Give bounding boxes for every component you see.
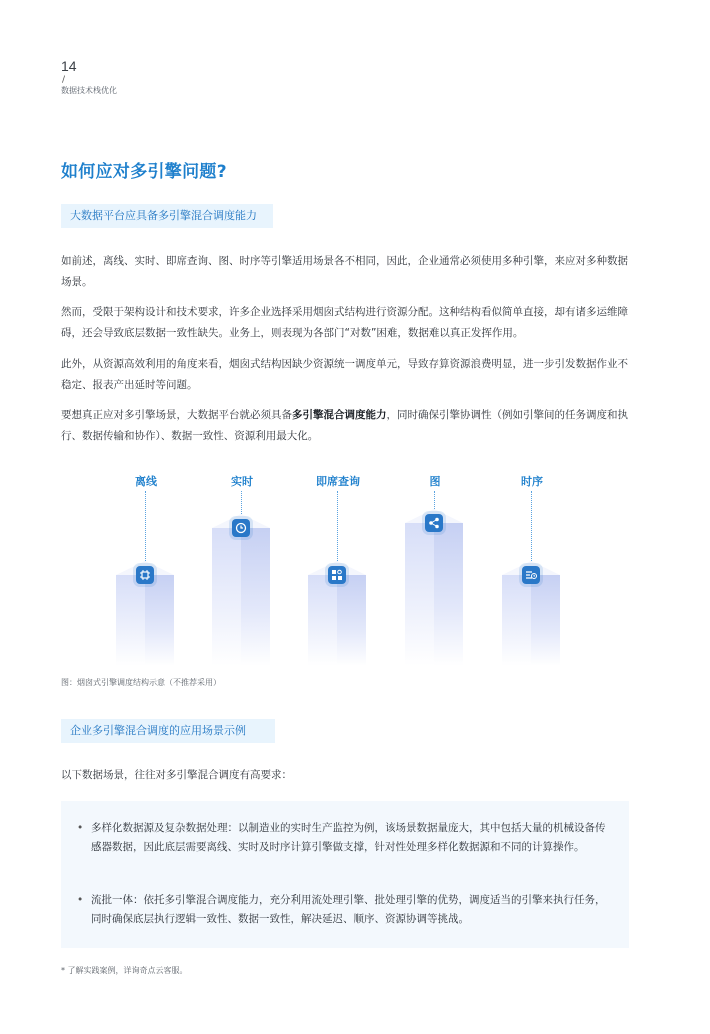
pillar-body [308, 575, 366, 666]
scenarios-intro: 以下数据场景，往往对多引擎混合调度有高要求： [61, 769, 292, 781]
connector-dots [531, 491, 532, 563]
pillar-body [502, 575, 560, 666]
paragraph-4-emphasis: 多引擎混合调度能力 [292, 409, 387, 421]
column-label-graph: 图 [429, 475, 441, 488]
scenarios-box [61, 801, 629, 948]
connector-dots [337, 491, 338, 563]
connector-dots [434, 491, 435, 511]
figure-caption: 图：烟囱式引擎调度结构示意（不推荐采用） [61, 678, 221, 687]
column-label-realtime: 实时 [231, 475, 253, 488]
pillar-adhoc-query [308, 561, 366, 666]
paragraph-4 [61, 405, 633, 447]
pillar-timeseries [502, 561, 560, 666]
pillar-body [212, 528, 270, 666]
section-label: 数据技术栈优化 [61, 86, 117, 95]
pillar-body [116, 575, 174, 666]
column-label-timeseries: 时序 [521, 475, 543, 488]
graph-share-icon [425, 514, 443, 532]
timeseries-icon [522, 566, 540, 584]
paragraph-1: 如前述，离线、实时、即席查询、图、时序等引擎适用场景各不相同，因此，企业通常必须使用多种引擎，来应对多种数据场景。 [61, 255, 628, 288]
page-number: 14 [61, 58, 77, 74]
pillar-graph [405, 509, 463, 666]
column-label-adhoc-query: 即席查询 [316, 475, 360, 488]
header-slash: / [62, 75, 66, 85]
connector-dots [241, 491, 242, 516]
page-title: 如何应对多引擎问题? [61, 162, 227, 182]
paragraph-3: 此外，从资源高效利用的角度来看，烟囱式结构因缺少资源统一调度单元，导致存算资源浪费明显，进一步引发数据作业不稳定、报表产出延时等问题。 [61, 358, 628, 391]
footnote: * 了解实践案例，详询奇点云客服。 [61, 966, 188, 975]
column-label-offline: 离线 [135, 475, 157, 488]
chimney-structure-diagram [90, 466, 630, 666]
offline-chip-icon [136, 566, 154, 584]
connector-dots [145, 491, 146, 563]
section-tag-scenarios: 企业多引擎混合调度的应用场景示例 [61, 719, 275, 743]
pillar-body [405, 523, 463, 666]
pillar-realtime [212, 514, 270, 666]
paragraph-2: 然而，受限于架构设计和技术要求，许多企业选择采用烟囱式结构进行资源分配。这种结构看似简单直接，却有诸多运维障碍，还会导致底层数据一致性缺失。业务上，则表现为各部门“对数”困难，数据难以真正发挥作用。 [61, 306, 628, 339]
paragraph-4-lead: 要想真正应对多引擎场景，大数据平台就必须具备 [61, 409, 292, 421]
pillar-offline [116, 561, 174, 666]
list-item: • 流批一体：依托多引擎混合调度能力，充分利用流处理引擎、批处理引擎的优势，调度适当的引擎来执行任务，同时确保底层执行逻辑一致性、数据一致性，解决延迟、顺序、资源协调等挑战。 [77, 891, 607, 929]
adhoc-query-icon [328, 566, 346, 584]
page-header [61, 57, 117, 96]
list-item: • 多样化数据源及复杂数据处理：以制造业的实时生产监控为例，该场景数据量庞大，其中包括大量的机械设备传感器数据，因此底层需要离线、实时及时序计算引擎做支撑，针对性处理多样化数据源和不同的计算操作。 [77, 819, 607, 857]
paragraph-4-tail: ，同时确保引擎协调性（例如引擎间的任务调度和执行、数据传输和协作）、数据一致性、资源利用最大化。 [61, 409, 628, 442]
realtime-clock-icon [232, 519, 250, 537]
section-tag-mixed-scheduling: 大数据平台应具备多引擎混合调度能力 [61, 204, 273, 228]
